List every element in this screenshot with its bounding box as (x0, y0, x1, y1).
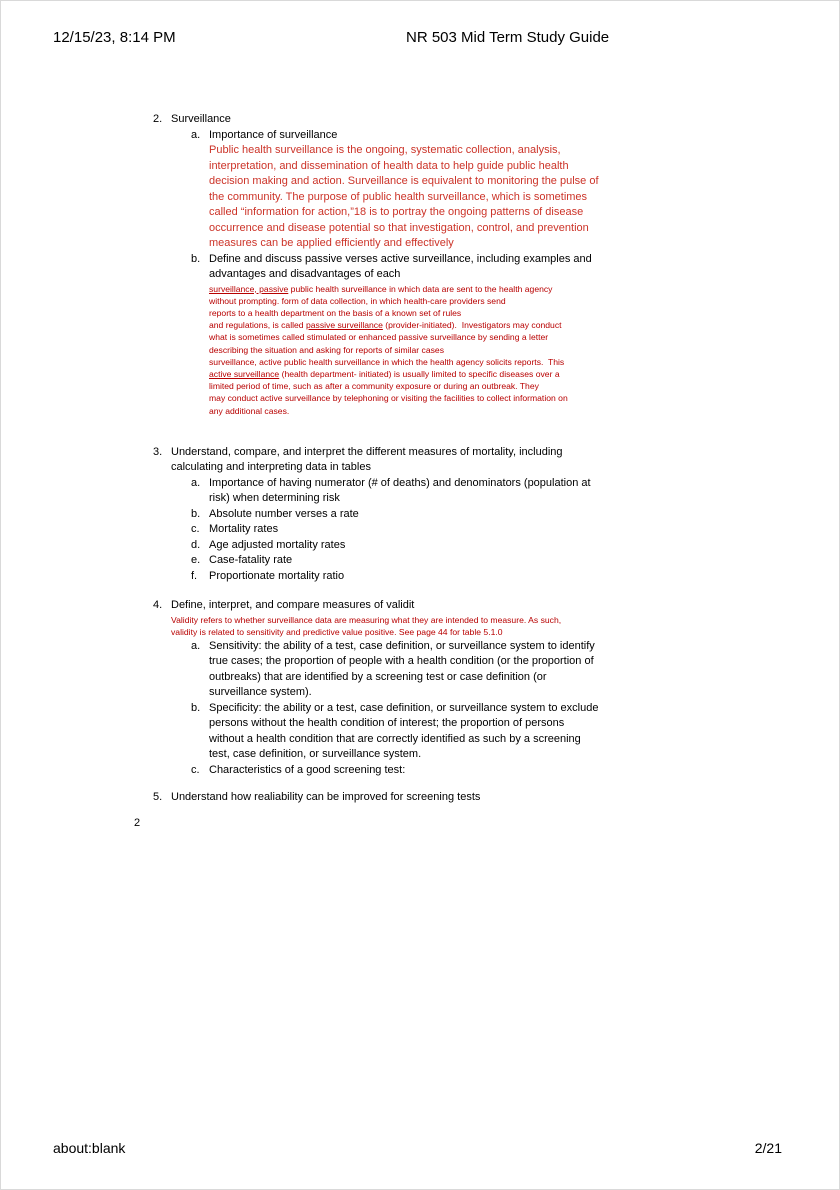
page-number: 2 (134, 817, 141, 829)
surveillance-definition-paragraph: Public health surveillance is the ongoing, systematic collection, analysis, interpretation, and dissemination of health data to help guide public health decision making and action. Surveillance is equivalent to monitoring the pulse of the community. The purpose of public health surveillance, which is sometimes called “information for action,”18 is to portray the ongoing patterns of disease occurrence and disease potential so that investigation, control, and prevention measures can be applied efficiently and effectively (209, 144, 599, 249)
item-4a-text: Sensitivity: the ability of a test, case definition, or surveillance system to identify true cases; the proportion of people with a health condition (or the proportion of outbreaks) that are identified by a screening test or case definition (or surveillance system). (209, 639, 595, 699)
item-5-text: Understand how realiability can be improved for screening tests (171, 791, 481, 804)
item-2a-letter: a. (191, 128, 201, 141)
item-4b-letter: b. (191, 701, 201, 714)
item-3f-letter: f. (191, 569, 198, 582)
item-5-number: 5. (153, 791, 163, 804)
list-item-4 (153, 598, 673, 614)
list-item-3 (153, 445, 673, 476)
list-item-5 (153, 790, 673, 806)
item-3d-text: Age adjusted mortality rates (209, 538, 346, 551)
item-2-number: 2. (153, 113, 163, 125)
list-item-4b (191, 701, 673, 763)
item-2b-text: Define and discuss passive verses active surveillance, including examples and advantages and disadvantages of each (209, 252, 592, 280)
list-item-3c (191, 522, 673, 538)
item-3d-letter: d. (191, 538, 201, 551)
item-4-text: Define, interpret, and compare measures of validit (171, 599, 415, 612)
list-item-2a (191, 128, 673, 144)
item-4-number: 4. (153, 599, 163, 612)
footer-page-indicator: 2/21 (754, 1140, 782, 1156)
item-3-number: 3. (153, 445, 163, 458)
item-4c-letter: c. (191, 763, 200, 776)
item-3f-text: Proportionate mortality ratio (209, 569, 345, 582)
item-4a-letter: a. (191, 639, 201, 652)
list-item-3b (191, 507, 673, 523)
list-item-3d (191, 538, 673, 554)
footer-source-url: about:blank (53, 1140, 126, 1156)
list-item-2 (153, 112, 673, 128)
item-3c-letter: c. (191, 523, 200, 536)
item-3e-text: Case-fatality rate (209, 554, 293, 567)
list-item-4a (191, 639, 673, 701)
item-4b-text: Specificity: the ability or a test, case definition, or surveillance system to exclude persons without the health condition of interest; the proportion of persons without a health condition that are correctly identified as such by a screening test, case definition, or surveillance system. (209, 701, 599, 761)
item-3a-text: Importance of having numerator (# of deaths) and denominators (population at risk) when determining risk (209, 476, 591, 505)
item-3b-letter: b. (191, 507, 201, 520)
item-3e-letter: e. (191, 554, 201, 567)
study-guide-content (153, 112, 673, 806)
item-2-text: Surveillance (171, 113, 231, 125)
header-datetime: 12/15/23, 8:14 PM (53, 29, 176, 46)
list-item-4c (191, 763, 673, 779)
item-3a-letter: a. (191, 476, 201, 489)
list-item-3e (191, 553, 673, 569)
list-item-3a (191, 476, 673, 507)
validity-note: Validity refers to whether surveillance data are measuring what they are intended to measure. As such, validity is related to sensitivity and predictive value positive. See page 44 for table 5.1.0 (171, 614, 562, 638)
header-document-title: NR 503 Mid Term Study Guide (406, 29, 610, 46)
list-item-3f (191, 569, 673, 585)
item-4c-text: Characteristics of a good screening test: (209, 763, 406, 776)
item-3-text: Understand, compare, and interpret the different measures of mortality, including calculating and interpreting data in tables (171, 445, 563, 474)
item-3c-text: Mortality rates (209, 523, 279, 536)
item-2b-letter: b. (191, 252, 201, 265)
item-2a-text: Importance of surveillance (209, 128, 338, 141)
item-3b-text: Absolute number verses a rate (209, 507, 359, 520)
list-item-2b (191, 252, 673, 283)
passive-active-surveillance-note: surveillance, passive public health surveillance in which data are sent to the health agency without prompting. form of data collection, in which health-care providers send reports to a health department on the basis of a known set of rules and regulations, is called passive surveillance (provider-initiated). Investigators may conduct what is sometimes called stimulated or enhanced passive surveillance by sending a letter describing the situation and asking for reports of similar cases surveillance, active public health surveillance in which the health agency solicits reports. This active surveillance (health department- initiated) is usually limited to specific diseases over a limited period of time, such as after a community exposure or during an outbreak. They may conduct active surveillance by telephoning or visiting the facilities to collect information on any additional cases. (209, 283, 568, 416)
